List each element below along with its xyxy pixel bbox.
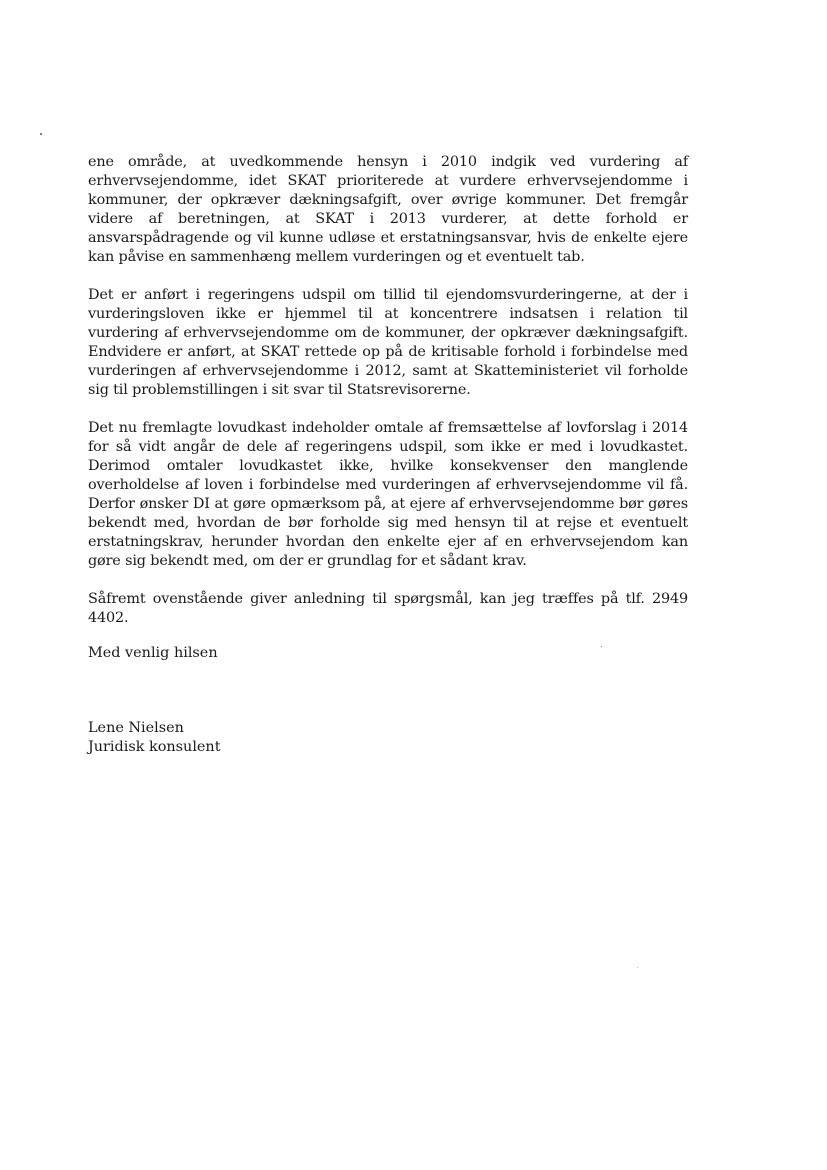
paragraph-government-proposal: Det er anført i regeringens udspil om tillid til ejendomsvurderingerne, at der i vurderingsloven ikke er hjemmel til at koncentrere indsatsen i relation til vurdering af erhvervsejendomme om de kommuner, der opkræver dækningsafgift. Endvidere er anført, at SKAT rettede op på de kritisable forhold i forbindelse med vurderingen af erhvervsejendomme i 2012, samt at Skatteministeriet vil forholde sig til problemstillingen i sit svar til Statsrevisorerne. [88, 287, 688, 398]
paragraph-assessment-2010: ene område, at uvedkommende hensyn i 2010 indgik ved vurdering af erhvervsejendomme, idet SKAT prioriterede at vurdere erhvervsejendomme i kommuner, der opkræver dækningsafgift, over øvrige kommuner. Det fremgår videre af beretningen, at SKAT i 2013 vurderer, at dette forhold er ansvarspådragende og vil kunne udløse et erstatningsansvar, hvis de enkelte ejere kan påvise en sammenhæng mellem vurderingen og et eventuelt tab. [88, 154, 688, 265]
scan-speck [637, 967, 638, 968]
signatory-title: Juridisk konsulent [88, 739, 221, 755]
paragraph-draft-bill: Det nu fremlagte lovudkast indeholder omtale af fremsættelse af lovforslag i 2014 for så vidt angår de dele af regeringens udspil, som ikke er med i lovudkastet. Derimod omtaler lovudkastet ikke, hvilke konsekvenser den manglende overholdelse af loven i forbindelse med vurderingen af erhvervsejendomme vil få. Derfor ønsker DI at gøre opmærksom på, at ejere af erhvervsejendomme bør gøres bekendt med, hvordan de bør forholde sig med hensyn til at rejse et eventuelt erstatningskrav, herunder hvordan den enkelte ejer af en erhvervsejendom kan gøre sig bekendt med, om der er grundlag for et sådant krav. [88, 420, 688, 569]
scan-speck [40, 133, 42, 135]
scan-speck [601, 646, 602, 647]
letter-body [88, 153, 688, 628]
closing-salutation: Med venlig hilsen [88, 645, 218, 661]
signatory-name: Lene Nielsen [88, 720, 184, 736]
paragraph-contact: Såfremt ovenstående giver anledning til spørgsmål, kan jeg træffes på tlf. 2949 4402. [88, 591, 688, 626]
signature-block [88, 719, 221, 757]
